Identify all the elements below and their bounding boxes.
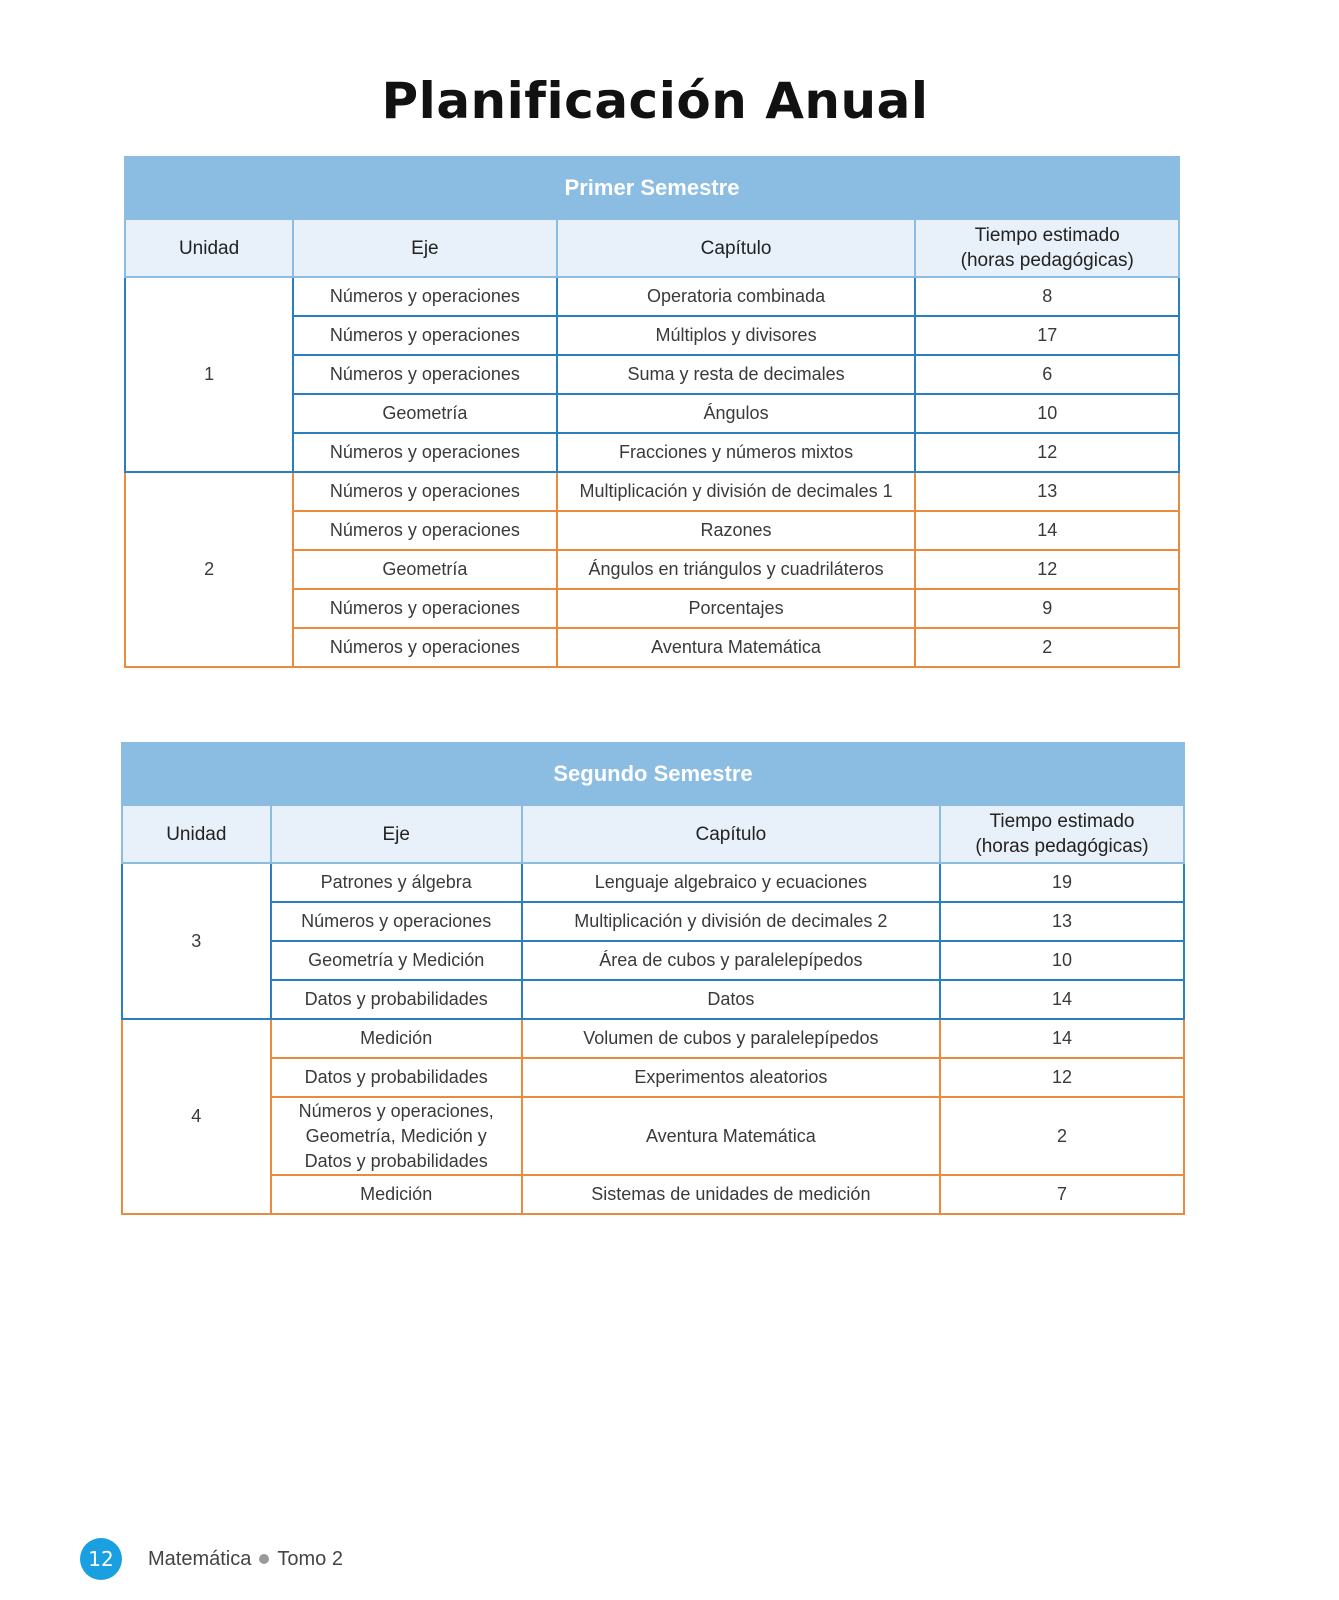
unit-number: 2: [125, 472, 293, 667]
table-row: [122, 1175, 1184, 1214]
footer-subject: Matemática: [148, 1547, 252, 1570]
chapter-cell: Lenguaje algebraico y ecuaciones: [522, 863, 940, 902]
axis-cell: Medición: [271, 1175, 522, 1214]
hours-cell: 7: [940, 1175, 1184, 1214]
chapter-cell: Multiplicación y división de decimales 2: [522, 902, 940, 941]
header-axis: Eje: [271, 805, 522, 863]
table-row: [122, 941, 1184, 980]
hours-cell: 14: [940, 980, 1184, 1019]
chapter-cell: Porcentajes: [557, 589, 916, 628]
second-semester-table: [121, 742, 1185, 1215]
header-time: [940, 805, 1184, 863]
chapter-cell: Sistemas de unidades de medición: [522, 1175, 940, 1214]
footer-text: [148, 1548, 343, 1571]
axis-cell: Números y operaciones: [293, 316, 556, 355]
header-time-line2: (horas pedagógicas): [975, 836, 1149, 857]
header-time-line1: Tiempo estimado: [989, 811, 1135, 832]
chapter-cell: Experimentos aleatorios: [522, 1058, 940, 1097]
hours-cell: 9: [915, 589, 1179, 628]
chapter-cell: Multiplicación y división de decimales 1: [557, 472, 916, 511]
first-semester-table: [124, 156, 1180, 668]
axis-cell: Datos y probabilidades: [271, 980, 522, 1019]
unit-number: 1: [125, 277, 293, 472]
axis-line: Números y operaciones,: [298, 1100, 494, 1121]
axis-cell: Geometría y Medición: [271, 941, 522, 980]
table-row: [122, 1058, 1184, 1097]
unit-number: 3: [122, 863, 271, 1019]
chapter-cell: Operatoria combinada: [557, 277, 916, 316]
unit-number: 4: [122, 1019, 271, 1214]
header-unit: Unidad: [122, 805, 271, 863]
table-row: [125, 472, 1179, 511]
header-chapter: Capítulo: [557, 219, 916, 277]
axis-cell: Números y operaciones: [293, 433, 556, 472]
table-row: [122, 980, 1184, 1019]
hours-cell: 13: [940, 902, 1184, 941]
axis-cell: Datos y probabilidades: [271, 1058, 522, 1097]
axis-cell: Números y operaciones: [293, 589, 556, 628]
page-footer: [80, 1538, 343, 1580]
header-axis: Eje: [293, 219, 556, 277]
axis-cell: Números y operaciones: [293, 472, 556, 511]
footer-volume: Tomo 2: [277, 1547, 343, 1570]
chapter-cell: Aventura Matemática: [522, 1097, 940, 1175]
axis-cell: [271, 1097, 522, 1175]
hours-cell: 14: [915, 511, 1179, 550]
chapter-cell: Área de cubos y paralelepípedos: [522, 941, 940, 980]
page-title: Planificación Anual: [381, 72, 929, 130]
semester-title: Segundo Semestre: [122, 743, 1184, 805]
header-unit: Unidad: [125, 219, 293, 277]
axis-cell: Números y operaciones: [293, 355, 556, 394]
hours-cell: 12: [940, 1058, 1184, 1097]
hours-cell: 2: [915, 628, 1179, 667]
hours-cell: 19: [940, 863, 1184, 902]
axis-line: Geometría, Medición y: [305, 1125, 487, 1146]
header-time: [915, 219, 1179, 277]
table-row: [122, 902, 1184, 941]
hours-cell: 8: [915, 277, 1179, 316]
table-row: [122, 863, 1184, 902]
axis-cell: Números y operaciones: [293, 628, 556, 667]
hours-cell: 12: [915, 550, 1179, 589]
chapter-cell: Volumen de cubos y paralelepípedos: [522, 1019, 940, 1058]
chapter-cell: Datos: [522, 980, 940, 1019]
header-chapter: Capítulo: [522, 805, 940, 863]
hours-cell: 14: [940, 1019, 1184, 1058]
axis-cell: Números y operaciones: [271, 902, 522, 941]
chapter-cell: Múltiplos y divisores: [557, 316, 916, 355]
hours-cell: 12: [915, 433, 1179, 472]
axis-cell: Números y operaciones: [293, 277, 556, 316]
axis-cell: Medición: [271, 1019, 522, 1058]
axis-cell: Geometría: [293, 550, 556, 589]
axis-cell: Números y operaciones: [293, 511, 556, 550]
axis-line: Datos y probabilidades: [304, 1150, 488, 1171]
hours-cell: 17: [915, 316, 1179, 355]
chapter-cell: Ángulos: [557, 394, 916, 433]
header-time-line1: Tiempo estimado: [974, 225, 1120, 246]
bullet-icon: [259, 1554, 269, 1564]
semester-title: Primer Semestre: [125, 157, 1179, 219]
chapter-cell: Ángulos en triángulos y cuadriláteros: [557, 550, 916, 589]
chapter-cell: Suma y resta de decimales: [557, 355, 916, 394]
axis-cell: Geometría: [293, 394, 556, 433]
chapter-cell: Razones: [557, 511, 916, 550]
table-row: [122, 1019, 1184, 1058]
page-number-badge: 12: [80, 1538, 122, 1580]
hours-cell: 13: [915, 472, 1179, 511]
axis-cell: Patrones y álgebra: [271, 863, 522, 902]
hours-cell: 2: [940, 1097, 1184, 1175]
table-row: [125, 277, 1179, 316]
chapter-cell: Aventura Matemática: [557, 628, 916, 667]
hours-cell: 10: [915, 394, 1179, 433]
header-time-line2: (horas pedagógicas): [960, 250, 1134, 271]
table-row: [122, 1097, 1184, 1175]
chapter-cell: Fracciones y números mixtos: [557, 433, 916, 472]
hours-cell: 10: [940, 941, 1184, 980]
hours-cell: 6: [915, 355, 1179, 394]
